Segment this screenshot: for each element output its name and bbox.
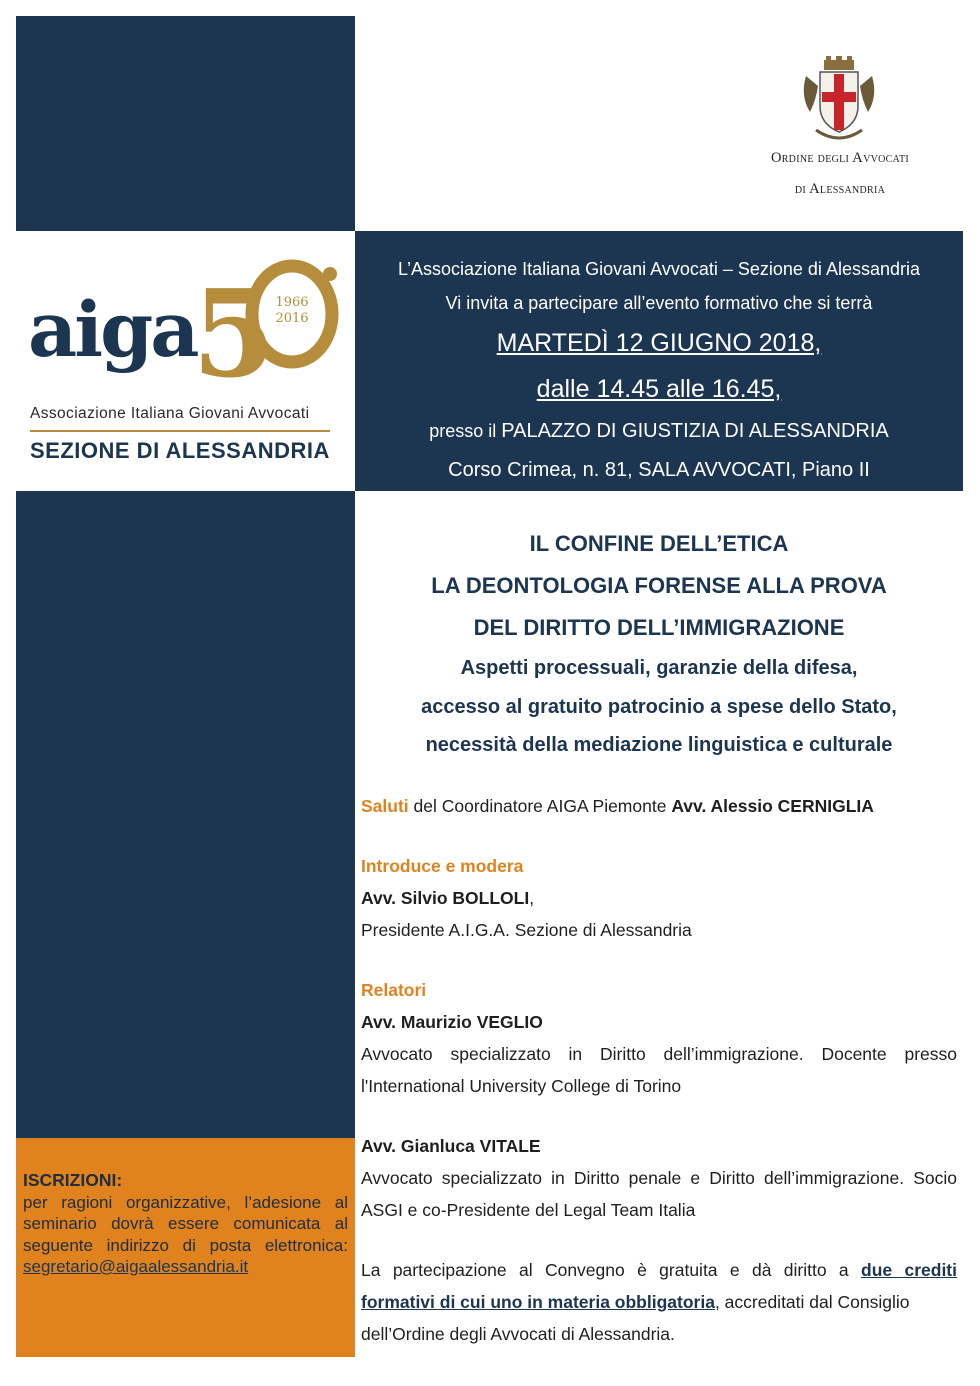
logo-section: SEZIONE DI ALESSANDRIA (30, 438, 330, 463)
credits-post: , accreditati dal Consiglio (714, 1292, 910, 1312)
credits-link-part-2[interactable]: formativi di cui uno in materia obbligatoria (361, 1292, 715, 1312)
event-place-prefix: presso il (429, 421, 502, 441)
invite-line-1: L’Associazione Italiana Giovani Avvocati – Sezione di Alessandria (398, 259, 920, 279)
logo-anniversary-number: 5 (192, 264, 276, 396)
registration-line-1: per ragioni organizzative, l’adesione al (23, 1192, 348, 1212)
decor-block-left (16, 491, 355, 1138)
anniversary-50-icon (190, 256, 342, 396)
event-date: MARTEDÌ 12 GIUGNO 2018, (496, 329, 822, 357)
registration-info (23, 1170, 348, 1278)
intro-name: Avv. Silvio BOLLOLI (361, 888, 530, 908)
title-line-2: LA DEONTOLOGIA FORENSE ALLA PROVA (431, 573, 887, 598)
credits-line-3: dell’Ordine degli Avvocati di Alessandria. (361, 1324, 675, 1344)
coat-of-arms-icon (796, 56, 882, 142)
subtitle-line-2: accesso al gratuito patrocinio a spese dello Stato, (421, 695, 897, 718)
title-line-1: IL CONFINE DELL’ETICA (529, 531, 789, 556)
seminar-title (355, 523, 963, 765)
program (361, 790, 957, 1350)
bar-association-name (700, 150, 980, 212)
invite-line-2: Vi invita a partecipare all’evento formativo che si terrà (445, 293, 873, 313)
event-address: Corso Crimea, n. 81, SALA AVVOCATI, Piano II (448, 459, 870, 481)
credits-line-1 (361, 1254, 957, 1286)
saluti-label: Saluti (361, 796, 409, 816)
intro-label: Introduce e modera (361, 856, 524, 876)
intro-name-line (361, 882, 957, 914)
org-line-2: di Alessandria (794, 181, 886, 197)
speaker-1-name: Avv. Maurizio VEGLIO (361, 1012, 543, 1032)
credits-link-part-1[interactable]: due crediti (861, 1260, 957, 1280)
saluti-line (361, 790, 957, 822)
decor-block-top (16, 16, 355, 231)
registration-line-3: seguente indirizzo di posta elettronica: (23, 1235, 348, 1255)
saluti-text: del Coordinatore AIGA Piemonte (408, 796, 672, 816)
registration-line-2: seminario dovrà essere comunicata al (23, 1214, 348, 1233)
event-details (355, 252, 963, 490)
logo-association: Associazione Italiana Giovani Avvocati (30, 405, 310, 422)
org-line-1: Ordine degli Avvocati (770, 150, 910, 166)
speaker-1-desc-1: Avvocato specializzato in Diritto dell’immigrazione. Docente presso (361, 1044, 957, 1064)
speaker-2-desc-2: ASGI e co-Presidente del Legal Team Italia (361, 1200, 696, 1220)
registration-email-link[interactable]: segretario@aigaalessandria.it (23, 1257, 249, 1276)
speaker-1-desc-2: l'International University College di Torino (361, 1076, 682, 1096)
logo-year: 1966 (275, 295, 309, 310)
aiga-logo (22, 250, 342, 480)
event-place (355, 412, 963, 451)
speaker-2-desc-1: Avvocato specializzato in Diritto penale e Diritto dell’immigrazione. Socio (361, 1168, 957, 1188)
title-line-3: DEL DIRITTO DELL’IMMIGRAZIONE (473, 615, 845, 640)
registration-heading: ISCRIZIONI: (23, 1170, 123, 1190)
event-time: dalle 14.45 alle 16.45, (536, 375, 782, 403)
speaker-2-name: Avv. Gianluca VITALE (361, 1136, 541, 1156)
logo-wordmark: aiga (28, 285, 197, 374)
intro-role: Presidente A.I.G.A. Sezione di Alessandria (361, 920, 692, 940)
credits-pre: La partecipazione al Convegno è gratuita e dà diritto a (361, 1260, 862, 1280)
credits-line-2 (361, 1286, 957, 1318)
saluti-name: Avv. Alessio CERNIGLIA (671, 796, 874, 816)
event-place-name: PALAZZO DI GIUSTIZIA DI ALESSANDRIA (501, 420, 889, 442)
intro-comma: , (529, 888, 535, 908)
logo-year: 2016 (275, 311, 309, 326)
relatori-label: Relatori (361, 980, 427, 1000)
subtitle-line-3: necessità della mediazione linguistica e culturale (425, 734, 893, 756)
logo-divider (30, 430, 330, 432)
logo-dot (323, 267, 337, 281)
subtitle-line-1: Aspetti processuali, garanzie della difesa, (460, 657, 858, 679)
